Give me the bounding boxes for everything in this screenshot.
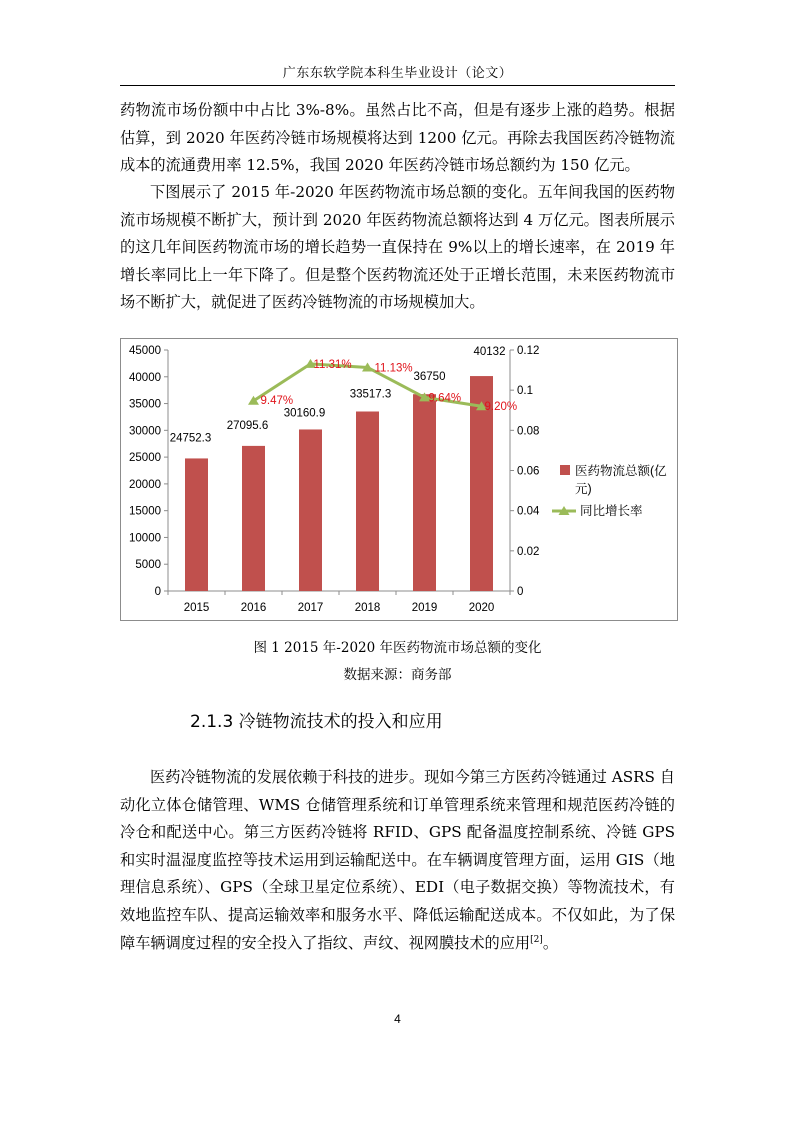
bar-data-label: 24752.3: [169, 432, 212, 445]
paragraph-cold-chain-text: 医药冷链物流的发展依赖于科技的进步。现如今第三方医药冷链通过 ASRS 自动化立体仓储管理、WMS 仓储管理系统和订单管理系统来管理和规范医药冷链的冷仓和配送中心。第三方医药冷链将 RFID、GPS 配备温度控制系统、冷链 GPS 和实时温湿度监控等技术运用到运输配送中。在车辆调度管理方面，运用 GIS（地理信息系统）、GPS（全球卫星定位系统）、EDI（电子数据交换）等物流技术，有效地监控车队、提高运输效率和服务水平、降低运输配送成本。不仅如此，为了保障车辆调度过程的安全投入了指纹、声纹、视网膜技术的应用: [120, 768, 675, 952]
paragraph-chart-description: 下图展示了 2015 年-2020 年医药物流市场总额的变化。五年间我国的医药物流市场规模不断扩大，预计到 2020 年医药物流总额将达到 4 万亿元。图表所展示的这几年间医药物流市场的增长趋势一直保持在 9%以上的增长速率，在 2019 年增长率同比上一年下降了。但是整个医药物流还处于正增长范围，未来医药物流市场不断扩大，就促进了医药冷链物流的市场规模加大。: [120, 183, 675, 312]
legend-bar-label-line1: 医药物流总额(亿: [575, 464, 667, 478]
growth-rate-data-label: 9.47%: [260, 394, 294, 407]
legend-line-label: 同比增长率: [580, 504, 643, 518]
x-axis-tick-label: 2018: [354, 602, 381, 614]
left-axis-tick-label: 15000: [129, 505, 161, 518]
legend-bar-swatch: [560, 465, 570, 475]
bar: [413, 394, 436, 591]
chart-container: [120, 338, 678, 621]
bar: [185, 458, 208, 591]
bar-data-label: 33517.3: [349, 388, 392, 401]
left-axis-tick-label: 0: [154, 586, 161, 598]
left-axis-tick-label: 25000: [129, 452, 161, 465]
paragraph-end-mark: 。: [542, 933, 558, 952]
x-axis-tick-label: 2015: [183, 602, 210, 614]
right-axis-tick-label: 0.06: [517, 465, 540, 478]
right-axis-tick-label: 0.08: [517, 425, 540, 438]
left-axis-tick-label: 35000: [129, 398, 161, 411]
left-axis-tick-label: 20000: [129, 478, 161, 491]
x-axis-tick-label: 2017: [297, 602, 324, 614]
combo-bar-line-chart: [121, 339, 677, 620]
figure-source: 数据来源：商务部: [343, 667, 452, 683]
bar: [356, 411, 379, 591]
right-axis-tick-label: 0.12: [517, 345, 540, 357]
left-axis-tick-label: 10000: [129, 532, 161, 545]
left-axis-tick-label: 40000: [129, 371, 161, 384]
right-axis-tick-label: 0.04: [517, 505, 540, 518]
right-axis-tick-label: 0.02: [517, 545, 540, 558]
growth-rate-data-label: 9.20%: [484, 401, 518, 414]
x-axis-tick-label: 2016: [240, 602, 267, 614]
bar: [242, 446, 265, 591]
paragraph-market-share: 药物流市场份额中中占比 3%-8%。虽然占比不高，但是有逐步上涨的趋势。根据估算，到 2020 年医药冷链市场规模将达到 1200 亿元。再除去我国医药冷链物流成本的流通费用率 12.5%，我国 2020 年医药冷链市场总额约为 150 亿元。: [120, 101, 675, 175]
bar-data-label: 27095.6: [226, 419, 269, 432]
right-axis-tick-label: 0: [517, 586, 524, 598]
figure-caption: 图 1 2015 年-2020 年医药物流市场总额的变化: [253, 640, 542, 656]
growth-rate-data-label: 9.64%: [428, 392, 462, 405]
left-axis-tick-label: 45000: [129, 345, 161, 357]
bar: [299, 429, 322, 591]
legend-bar-label-line2: 元): [575, 482, 592, 496]
right-axis-tick-label: 0.1: [517, 385, 533, 398]
page-number: 4: [394, 1012, 401, 1026]
x-axis-tick-label: 2019: [411, 602, 438, 614]
growth-rate-data-label: 11.31%: [313, 358, 352, 371]
paragraph-cold-chain-tech: [120, 764, 675, 957]
bar-data-label: 40132: [473, 346, 506, 359]
left-axis-tick-label: 5000: [135, 559, 161, 572]
left-axis-tick-label: 30000: [129, 425, 161, 438]
citation-ref[interactable]: [2]: [530, 934, 543, 945]
bar-data-label: 30160.9: [283, 407, 326, 420]
x-axis-tick-label: 2020: [468, 602, 495, 614]
section-heading: 2.1.3 冷链物流技术的投入和应用: [190, 712, 443, 732]
growth-rate-data-label: 11.13%: [374, 362, 413, 375]
header-rule: [120, 85, 675, 86]
bar-data-label: 36750: [413, 371, 446, 384]
page-header-title: 广东东软学院本科生毕业设计（论文）: [282, 66, 513, 81]
